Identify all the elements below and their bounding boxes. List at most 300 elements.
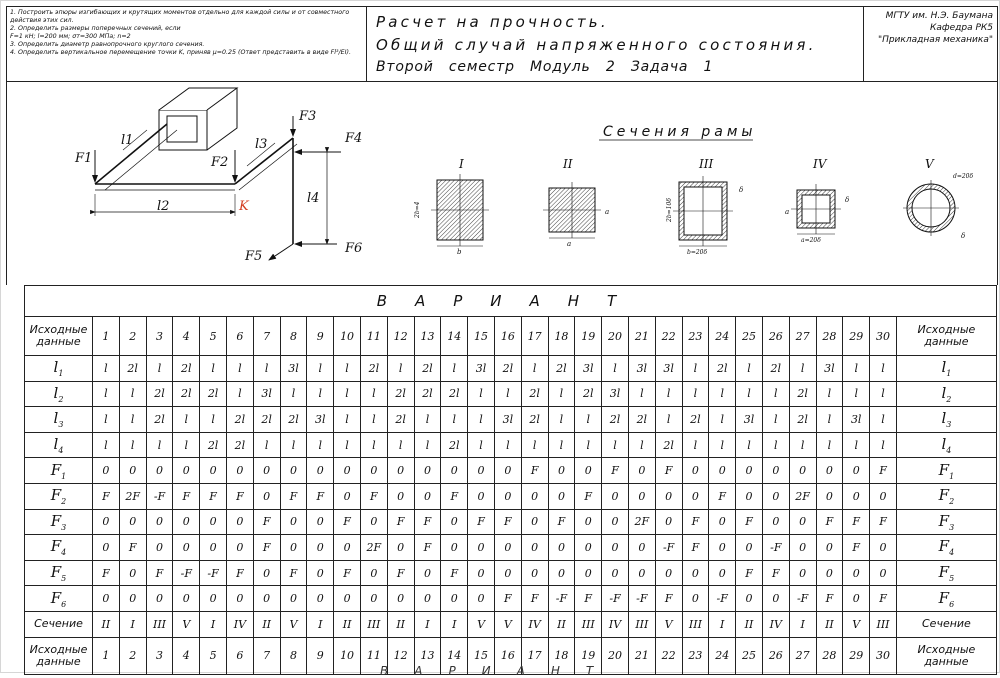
- variant-number: 28: [816, 637, 843, 674]
- table-cell: 0: [360, 560, 387, 586]
- table-cell: 0: [521, 535, 548, 561]
- section-cell: V: [173, 611, 200, 637]
- svg-text:a: a: [785, 208, 790, 216]
- row-label-sub: 4: [58, 446, 64, 456]
- variant-number: 20: [602, 637, 629, 674]
- table-cell: 0: [494, 535, 521, 561]
- title-line-2: Общий случай напряженного состояния.: [376, 36, 817, 54]
- variant-number: 8: [280, 637, 307, 674]
- variant-number: 25: [736, 637, 763, 674]
- table-cell: l: [762, 432, 789, 458]
- table-cell: l: [146, 356, 173, 382]
- table-cell: F: [93, 483, 120, 509]
- svg-text:b: b: [457, 248, 462, 256]
- table-cell: 2l: [414, 356, 441, 382]
- table-cell: 0: [360, 509, 387, 535]
- table-cell: 2l: [146, 381, 173, 407]
- table-cell: l: [628, 432, 655, 458]
- table-cell: 0: [575, 560, 602, 586]
- table-cell: 0: [843, 560, 870, 586]
- section-cell: I: [709, 611, 736, 637]
- table-cell: 0: [468, 535, 495, 561]
- table-cell: l: [253, 432, 280, 458]
- table-cell: l: [93, 356, 120, 382]
- row-label: [25, 432, 93, 458]
- table-cell: 0: [226, 509, 253, 535]
- table-cell: 0: [870, 535, 897, 561]
- table-cell: l: [307, 432, 334, 458]
- title-block: [6, 6, 998, 82]
- row-label-sub: 4: [946, 446, 952, 456]
- table-cell: 0: [441, 586, 468, 612]
- section-I: [414, 157, 489, 256]
- table-cell: l: [468, 407, 495, 433]
- variant-number: 5: [200, 637, 227, 674]
- section-III: [666, 157, 743, 256]
- variant-number: 24: [709, 637, 736, 674]
- variant-number: 26: [762, 637, 789, 674]
- section-II: [543, 157, 609, 248]
- table-cell: F: [387, 509, 414, 535]
- row-label-right: [896, 560, 996, 586]
- row-label-main: F: [50, 486, 62, 505]
- table-cell: l: [93, 407, 120, 433]
- table-cell: l: [119, 381, 146, 407]
- sections-title: Сечения рамы: [603, 124, 757, 140]
- table-cell: l: [226, 356, 253, 382]
- variant-number: 19: [575, 317, 602, 356]
- variant-number: 10: [334, 317, 361, 356]
- table-cell: 0: [602, 535, 629, 561]
- table-cell: l: [334, 381, 361, 407]
- department-subject: "Прикладная механика": [877, 35, 993, 45]
- svg-text:d=20δ: d=20δ: [953, 173, 974, 180]
- variant-title: ВАРИАНТ: [25, 286, 997, 317]
- table-cell: l: [387, 356, 414, 382]
- table-cell: l: [93, 381, 120, 407]
- table-cell: F: [870, 458, 897, 484]
- variant-number: 10: [334, 637, 361, 674]
- table-cell: 0: [468, 586, 495, 612]
- table-cell: 0: [468, 483, 495, 509]
- table-cell: 0: [655, 509, 682, 535]
- table-cell: 2l: [521, 407, 548, 433]
- section-cell: I: [789, 611, 816, 637]
- table-cell: 2l: [602, 407, 629, 433]
- section-cell: V: [843, 611, 870, 637]
- table-cell: 0: [173, 535, 200, 561]
- table-cell: 0: [307, 535, 334, 561]
- table-row: [25, 432, 997, 458]
- variant-number: 13: [414, 637, 441, 674]
- table-cell: 0: [119, 458, 146, 484]
- row-label-main: l: [53, 358, 59, 377]
- instruction-line: F=1 кН; l=200 мм; σт=300 МПа; n=2: [10, 33, 131, 41]
- table-cell: -F: [628, 586, 655, 612]
- variant-number: 2: [119, 637, 146, 674]
- row-label-main: F: [50, 588, 62, 607]
- table-cell: l: [521, 356, 548, 382]
- table-cell: l: [602, 432, 629, 458]
- table-cell: 0: [843, 586, 870, 612]
- instruction-line: 1. Построить эпюры изгибающих и крутящих моментов отдельно для каждой силы и от совместного: [10, 9, 350, 16]
- table-cell: F: [816, 586, 843, 612]
- table-cell: 2l: [200, 381, 227, 407]
- variant-number: 28: [816, 317, 843, 356]
- table-cell: l: [816, 407, 843, 433]
- table-cell: l: [709, 407, 736, 433]
- row-label-main: l: [53, 435, 59, 454]
- institution-name: МГТУ им. Н.Э. Баумана: [885, 11, 993, 21]
- table-cell: 2l: [789, 381, 816, 407]
- row-label-right: [896, 535, 996, 561]
- table-cell: 2l: [441, 432, 468, 458]
- institution-cell: [864, 7, 997, 81]
- table-cell: 0: [628, 560, 655, 586]
- label-l1: l1: [121, 133, 134, 148]
- table-cell: F: [307, 483, 334, 509]
- table-cell: l: [655, 381, 682, 407]
- table-cell: 0: [441, 535, 468, 561]
- row-label-main: F: [938, 588, 950, 607]
- table-cell: l: [494, 381, 521, 407]
- table-cell: 3l: [602, 381, 629, 407]
- table-cell: 0: [628, 458, 655, 484]
- table-cell: F: [843, 535, 870, 561]
- row-label-sub: 3: [58, 420, 64, 430]
- table-cell: 0: [736, 586, 763, 612]
- table-cell: 2F: [789, 483, 816, 509]
- table-cell: F: [521, 586, 548, 612]
- table-cell: F: [226, 483, 253, 509]
- variant-number: 27: [789, 317, 816, 356]
- section-cell: IV: [602, 611, 629, 637]
- table-cell: l: [414, 432, 441, 458]
- table-cell: 0: [146, 535, 173, 561]
- table-row: [25, 356, 997, 382]
- table-cell: 2l: [709, 356, 736, 382]
- variant-number: 14: [441, 317, 468, 356]
- row-label-sub: 4: [61, 548, 67, 558]
- table-cell: l: [870, 356, 897, 382]
- table-cell: 0: [226, 586, 253, 612]
- variant-number: 15: [468, 637, 495, 674]
- table-cell: -F: [200, 560, 227, 586]
- table-cell: F: [870, 509, 897, 535]
- table-cell: 2l: [146, 407, 173, 433]
- table-cell: 0: [119, 560, 146, 586]
- table-cell: 3l: [575, 356, 602, 382]
- table-cell: 2l: [226, 432, 253, 458]
- variant-number: 9: [307, 637, 334, 674]
- section-cell: IV: [226, 611, 253, 637]
- table-cell: 2l: [226, 407, 253, 433]
- table-cell: l: [816, 381, 843, 407]
- instruction-line: действия этих сил.: [10, 17, 74, 25]
- table-cell: 0: [387, 586, 414, 612]
- label-F4: F4: [345, 131, 363, 146]
- table-cell: 0: [816, 560, 843, 586]
- label-F2: F2: [211, 155, 229, 170]
- table-cell: 0: [548, 560, 575, 586]
- svg-text:V: V: [925, 157, 934, 171]
- table-cell: 2F: [360, 535, 387, 561]
- table-cell: 0: [93, 509, 120, 535]
- variant-number: 8: [280, 317, 307, 356]
- variant-number: 22: [655, 637, 682, 674]
- row-label-main: F: [938, 537, 950, 556]
- table-cell: 2l: [360, 356, 387, 382]
- table-cell: l: [789, 356, 816, 382]
- table-cell: F: [334, 560, 361, 586]
- table-cell: 0: [548, 535, 575, 561]
- table-cell: 0: [736, 483, 763, 509]
- row-label-sub: 6: [949, 599, 955, 609]
- row-label-sub: 5: [61, 574, 67, 584]
- table-cell: 0: [280, 586, 307, 612]
- table-cell: 0: [173, 586, 200, 612]
- row-label-right: [896, 381, 996, 407]
- row-label-right: [896, 432, 996, 458]
- variant-number: 18: [548, 317, 575, 356]
- svg-text:a: a: [567, 240, 572, 248]
- table-cell: 2l: [387, 407, 414, 433]
- svg-text:2b=4: 2b=4: [414, 201, 421, 218]
- table-cell: F: [146, 560, 173, 586]
- table-cell: 0: [736, 535, 763, 561]
- table-cell: l: [628, 381, 655, 407]
- section-row: [25, 611, 997, 637]
- table-cell: l: [843, 356, 870, 382]
- table-cell: l: [870, 432, 897, 458]
- table-cell: 0: [682, 483, 709, 509]
- table-cell: 2F: [119, 483, 146, 509]
- variant-title-row: [25, 286, 997, 317]
- table-cell: 0: [602, 483, 629, 509]
- svg-text:δ: δ: [845, 196, 850, 204]
- variant-number: 1: [93, 637, 120, 674]
- row-label-sub: 3: [61, 522, 67, 532]
- header-right: Исходные данные: [896, 317, 996, 356]
- table-cell: 0: [870, 483, 897, 509]
- section-cell: V: [655, 611, 682, 637]
- variant-number: 14: [441, 637, 468, 674]
- table-cell: F: [494, 509, 521, 535]
- header-left: Исходные данные: [25, 317, 93, 356]
- row-label-main: l: [941, 358, 947, 377]
- table-cell: l: [762, 407, 789, 433]
- table-cell: F: [280, 560, 307, 586]
- table-cell: l: [602, 356, 629, 382]
- row-label-sub: 3: [949, 522, 955, 532]
- variant-number-row: [25, 317, 997, 356]
- variant-number: 24: [709, 317, 736, 356]
- label-K: K: [239, 199, 249, 214]
- table-row: [25, 586, 997, 612]
- table-cell: 0: [709, 458, 736, 484]
- table-cell: 0: [173, 509, 200, 535]
- variants-table: [24, 285, 997, 675]
- table-cell: 0: [200, 535, 227, 561]
- row-label-main: F: [50, 511, 62, 530]
- table-cell: l: [200, 407, 227, 433]
- table-cell: 0: [682, 560, 709, 586]
- table-cell: 0: [200, 458, 227, 484]
- row-label-right: [896, 586, 996, 612]
- table-cell: l: [870, 407, 897, 433]
- table-cell: 0: [789, 509, 816, 535]
- table-cell: -F: [548, 586, 575, 612]
- table-cell: 2F: [628, 509, 655, 535]
- table-cell: 2l: [494, 356, 521, 382]
- table-cell: 0: [414, 586, 441, 612]
- table-cell: 0: [146, 509, 173, 535]
- section-cell: I: [200, 611, 227, 637]
- row-label-main: l: [53, 383, 59, 402]
- table-cell: 3l: [494, 407, 521, 433]
- table-cell: l: [843, 432, 870, 458]
- row-label: [25, 509, 93, 535]
- table-cell: -F: [762, 535, 789, 561]
- table-cell: l: [682, 432, 709, 458]
- svg-text:I: I: [459, 157, 464, 171]
- table-cell: 2l: [173, 381, 200, 407]
- table-cell: 0: [414, 483, 441, 509]
- table-cell: l: [441, 356, 468, 382]
- table-cell: l: [334, 432, 361, 458]
- table-cell: 0: [602, 560, 629, 586]
- table-cell: 0: [682, 458, 709, 484]
- table-cell: l: [441, 407, 468, 433]
- row-label-sub: 6: [61, 599, 67, 609]
- variant-number: 12: [387, 637, 414, 674]
- table-cell: 0: [709, 560, 736, 586]
- label-l2: l2: [157, 199, 170, 214]
- variant-number: 23: [682, 317, 709, 356]
- table-cell: l: [119, 407, 146, 433]
- row-label-sub: 1: [61, 471, 67, 481]
- table-cell: l: [816, 432, 843, 458]
- table-cell: 0: [602, 509, 629, 535]
- row-label-right: [896, 509, 996, 535]
- table-cell: -F: [173, 560, 200, 586]
- table-cell: 2l: [655, 432, 682, 458]
- svg-text:II: II: [563, 157, 573, 171]
- row-label: [25, 407, 93, 433]
- table-cell: l: [682, 381, 709, 407]
- table-cell: F: [360, 483, 387, 509]
- table-cell: 2l: [253, 407, 280, 433]
- row-label: [25, 381, 93, 407]
- label-F5: F5: [245, 249, 263, 264]
- table-cell: 3l: [307, 407, 334, 433]
- table-cell: 0: [200, 586, 227, 612]
- svg-text:a: a: [605, 208, 610, 216]
- table-row: [25, 535, 997, 561]
- variant-number: 5: [200, 317, 227, 356]
- table-cell: 0: [655, 483, 682, 509]
- variant-number: 1: [93, 317, 120, 356]
- section-cell: II: [387, 611, 414, 637]
- table-cell: 0: [307, 586, 334, 612]
- svg-text:δ: δ: [961, 232, 966, 240]
- label-F3: F3: [299, 109, 317, 124]
- table-cell: 3l: [736, 407, 763, 433]
- table-cell: 0: [307, 458, 334, 484]
- table-cell: 2l: [414, 381, 441, 407]
- table-cell: 0: [93, 535, 120, 561]
- table-cell: 0: [494, 483, 521, 509]
- table-row: [25, 483, 997, 509]
- section-cell: III: [628, 611, 655, 637]
- table-cell: l: [334, 407, 361, 433]
- table-cell: l: [870, 381, 897, 407]
- row-label-sub: 1: [58, 369, 64, 379]
- variant-number: 4: [173, 317, 200, 356]
- label-F6: F6: [345, 241, 363, 256]
- table-cell: F: [548, 509, 575, 535]
- table-cell: 2l: [119, 356, 146, 382]
- variant-number: 6: [226, 317, 253, 356]
- table-cell: -F: [602, 586, 629, 612]
- section-cell: II: [253, 611, 280, 637]
- section-label-right: Сечение: [896, 611, 996, 637]
- table-cell: -F: [709, 586, 736, 612]
- table-cell: F: [736, 509, 763, 535]
- row-label: [25, 356, 93, 382]
- table-cell: l: [253, 356, 280, 382]
- table-cell: l: [548, 407, 575, 433]
- label-l4: l4: [307, 191, 320, 206]
- table-cell: F: [521, 458, 548, 484]
- variant-number: 12: [387, 317, 414, 356]
- variant-number: 9: [307, 317, 334, 356]
- frame-drawing-svg: [7, 80, 997, 285]
- table-cell: l: [307, 381, 334, 407]
- table-cell: 0: [334, 535, 361, 561]
- variant-number: 11: [360, 637, 387, 674]
- row-label: [25, 535, 93, 561]
- table-cell: 0: [494, 560, 521, 586]
- section-cell: I: [119, 611, 146, 637]
- variant-number: 20: [602, 317, 629, 356]
- table-cell: F: [387, 560, 414, 586]
- table-cell: l: [736, 356, 763, 382]
- row-label-right: [896, 407, 996, 433]
- table-cell: 0: [575, 458, 602, 484]
- section-cell: I: [307, 611, 334, 637]
- table-cell: l: [360, 407, 387, 433]
- table-cell: F: [655, 458, 682, 484]
- table-cell: 0: [843, 458, 870, 484]
- sections-group: [414, 124, 974, 256]
- table-cell: l: [548, 381, 575, 407]
- svg-text:III: III: [699, 157, 714, 171]
- table-cell: 0: [870, 560, 897, 586]
- table-cell: 0: [387, 458, 414, 484]
- section-cell: II: [93, 611, 120, 637]
- table-cell: l: [789, 432, 816, 458]
- table-cell: 0: [307, 560, 334, 586]
- table-cell: 0: [119, 509, 146, 535]
- table-row: [25, 407, 997, 433]
- table-cell: 0: [709, 509, 736, 535]
- table-cell: 2l: [682, 407, 709, 433]
- table-cell: 0: [548, 483, 575, 509]
- variant-number: 16: [494, 317, 521, 356]
- row-label-sub: 1: [949, 471, 955, 481]
- row-label-main: F: [938, 486, 950, 505]
